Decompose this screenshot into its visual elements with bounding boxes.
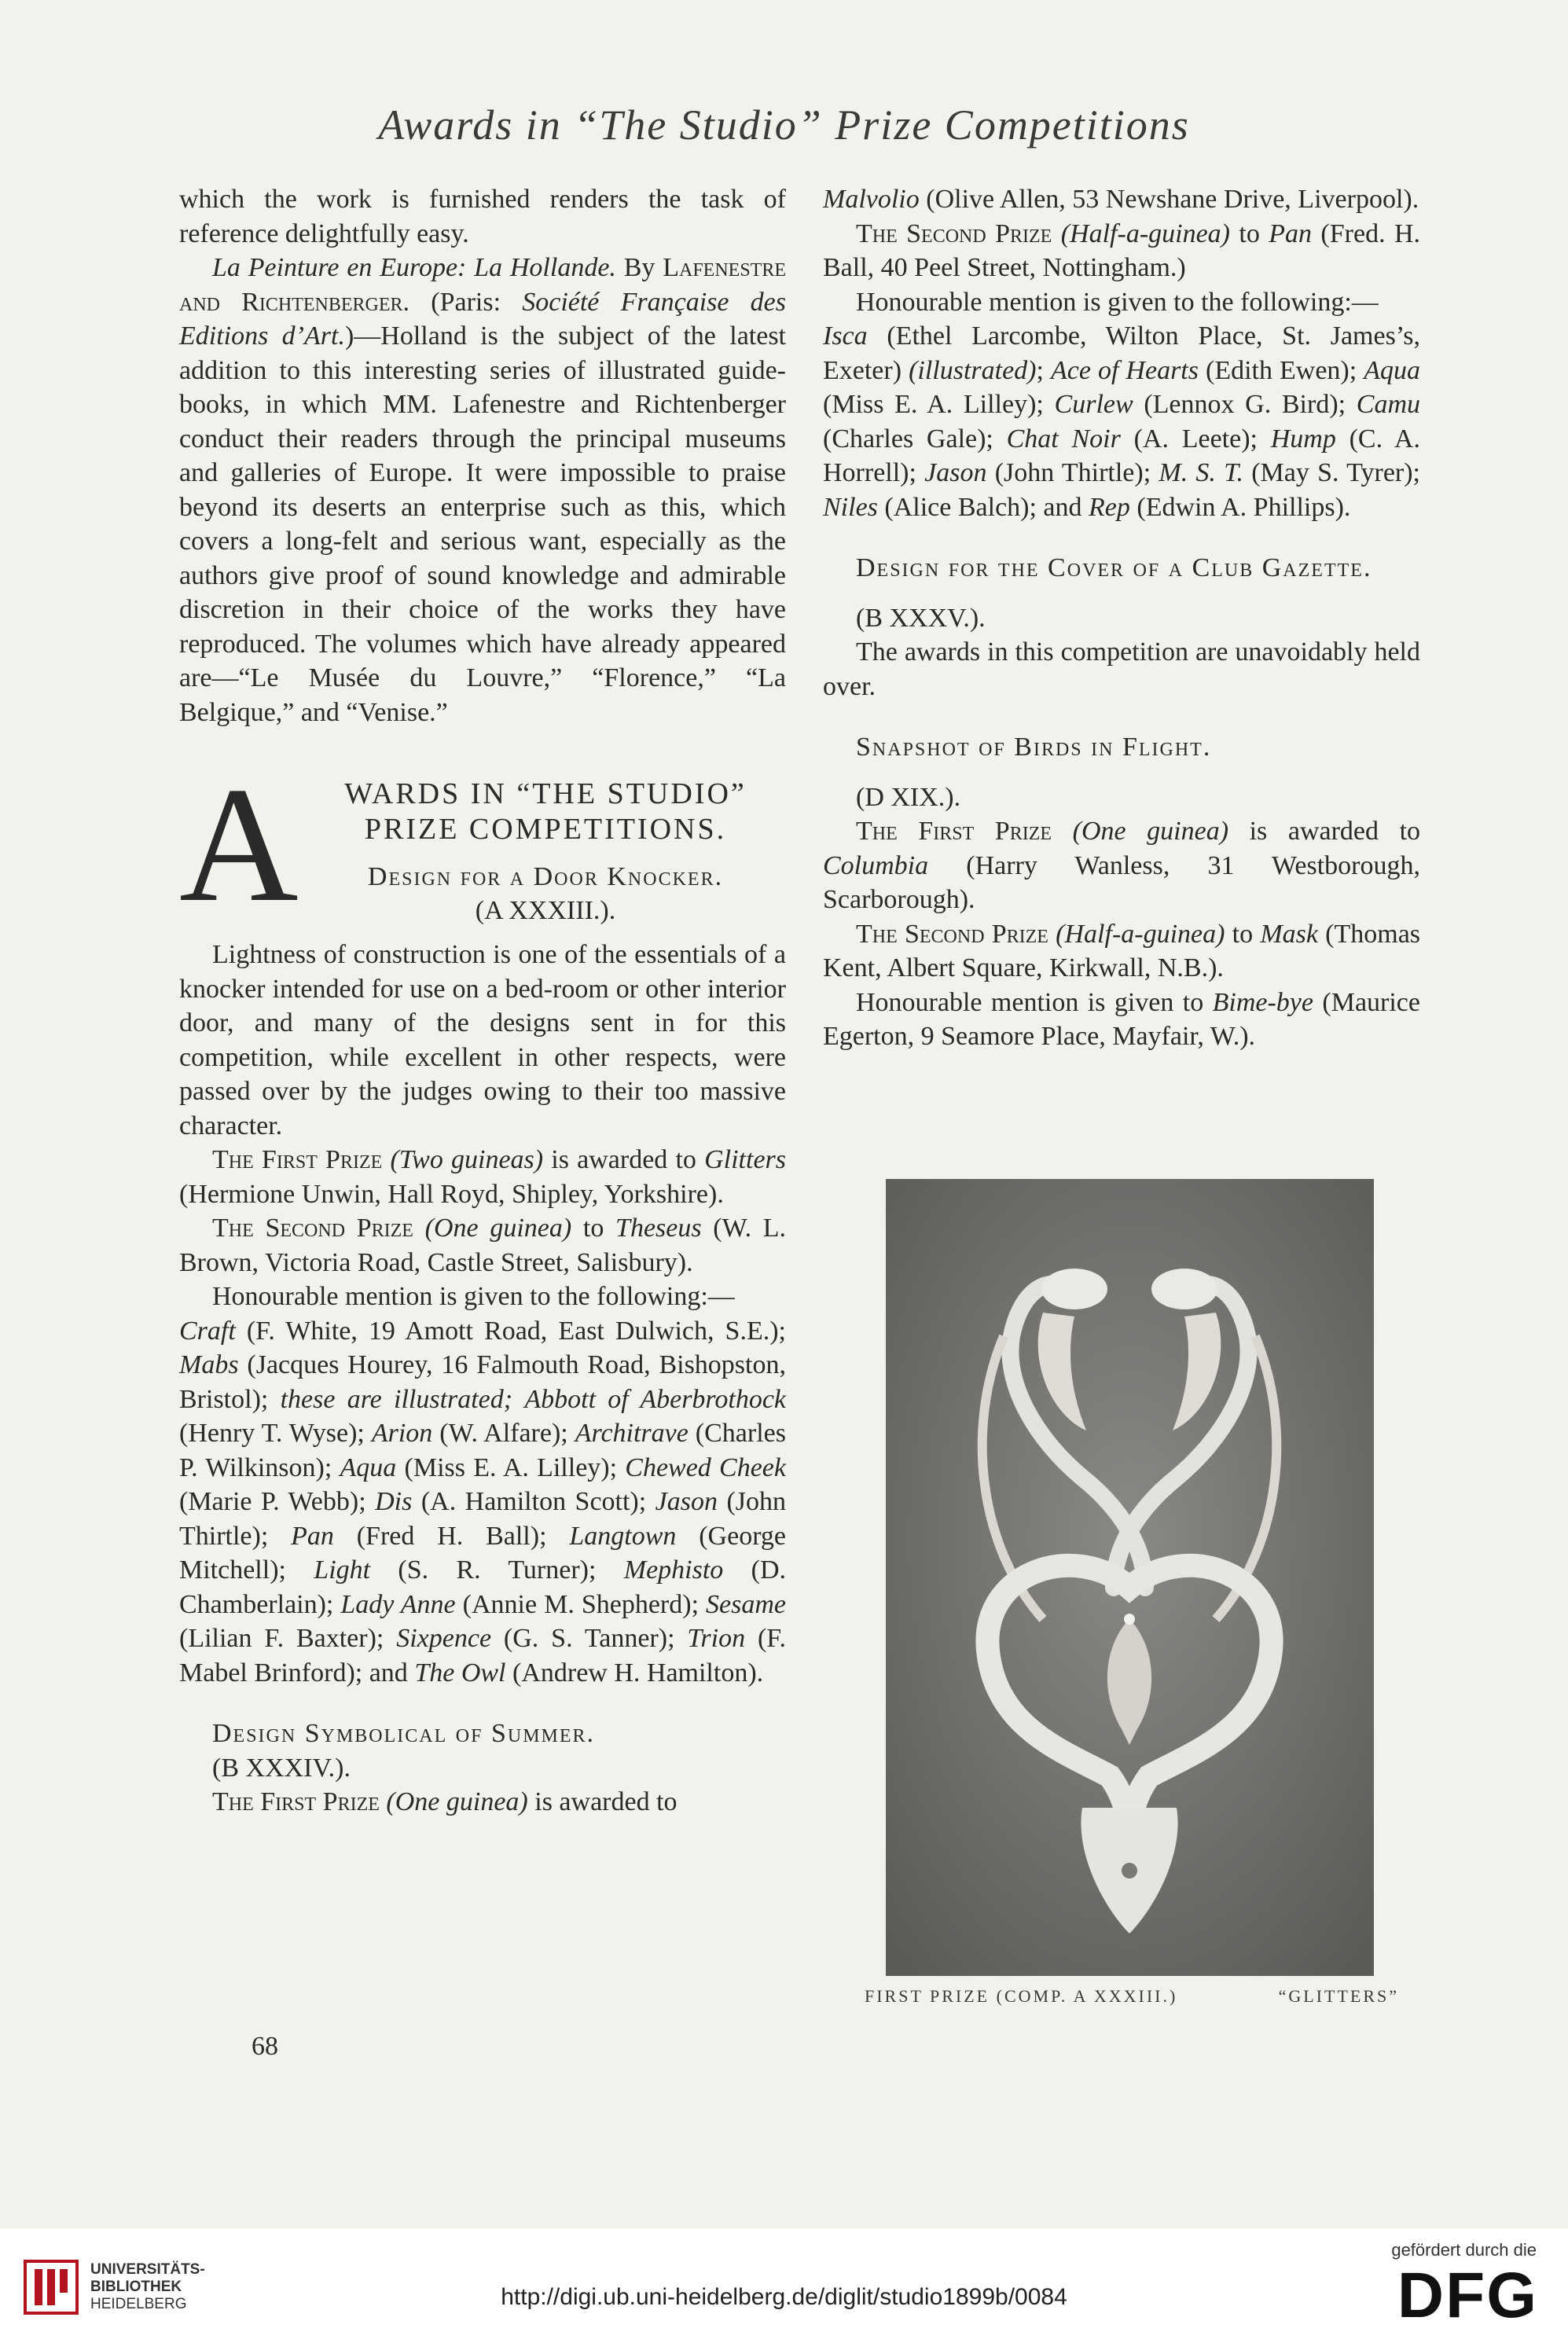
entry-detail: (Edith Ewen); (1198, 355, 1364, 385)
entry-detail: (Ethel Larcombe, Wilton Place, St. James’s, Exeter) (823, 321, 1420, 385)
entry-name: Light (314, 1555, 371, 1585)
competition-ref-d19: (D XIX.). (856, 782, 961, 812)
entry-name: The Owl (414, 1658, 506, 1687)
entry-name: Arion (371, 1419, 433, 1448)
entry-detail: (W. Alfare); (432, 1419, 575, 1448)
entry-name: Dis (375, 1487, 413, 1516)
entry-detail: (A. Leete); (1120, 424, 1271, 454)
funding-note: gefördert durch die (1391, 2240, 1537, 2260)
entry-name: Lady Anne (340, 1589, 456, 1619)
dfg-logo: DFG (1397, 2260, 1538, 2331)
library-name: UNIVERSITÄTS- BIBLIOTHEK HEIDELBERG (90, 2261, 205, 2312)
entry-detail: (John Thirtle); (179, 1487, 786, 1551)
entry-name: Camu (1356, 390, 1420, 419)
review-authors: Lafenestre and Richtenberger. (179, 253, 787, 317)
entry-name: Mabs (179, 1350, 239, 1379)
entry-name: Rep (1089, 492, 1130, 522)
entry-name: Chewed Cheek (625, 1452, 786, 1482)
d19-honourable: Honourable mention is given to Bime-bye (Maurice Egerton, 9 Seamore Place, Mayfair, W.). (823, 987, 1420, 1051)
entry-detail: (F. Mabel Brinford); and (179, 1624, 786, 1687)
d19-second-prize: The Second Prize (Half-a-guinea) to Mask (Thomas Kent, Albert Square, Kirkwall, N.B.). (823, 919, 1421, 982)
caption-label: FIRST PRIZE (COMP. A XXXIII.) (865, 1986, 1178, 2006)
entry-detail: (G. S. Tanner); (491, 1624, 688, 1653)
entry-detail: (Annie M. Shepherd); (455, 1589, 707, 1619)
entry-name: (illustrated) (909, 355, 1037, 385)
entry-name: Abbott of Aberbrothock (524, 1384, 787, 1414)
entry-name: Isca (823, 321, 868, 351)
entry-name: these are illustrated; (280, 1384, 513, 1414)
entry-name: Architrave (575, 1419, 689, 1448)
review-paragraph: La Peinture en Europe: La Hollande. By Lafenestre and Richtenberger. (Paris: Société Française des Editions d’Art.)—Holland is the subject of the latest addition to this interesting series of illustrated guide-books, in which MM. Lafenestre and Richtenberger conduct their readers through the principal museums and galleries of Europe. It were impossible to praise beyond its deserts an enterprise such as this, which covers a long-felt and serious want, especially as the authors give proof of sound knowledge and admirable discretion in their choice of the works they have reproduced. The volumes which have already appeared are—“Le Musée du Louvre,” “Florence,” “La Belgique,” and “Venise.” (179, 253, 787, 727)
entry-detail: (Andrew H. Hamilton). (505, 1658, 764, 1687)
permalink[interactable]: http://digi.ub.uni-heidelberg.de/diglit/studio1899b/0084 (501, 2284, 1067, 2310)
honourable-intro: Honourable mention is given to the following:— (856, 287, 1379, 317)
entry-detail: (Marie P. Webb); (179, 1487, 376, 1516)
honourable-intro: Honourable mention is given to the following:— (212, 1282, 735, 1311)
entry-name: Curlew (1054, 390, 1133, 419)
competition-ref-b35: (B XXXV.). (856, 603, 986, 633)
review-publisher: Société Française des Editions d’Art. (179, 287, 786, 351)
entry-name: Jason (924, 458, 987, 487)
winner-name: Theseus (615, 1214, 702, 1243)
entry-detail: (C. A. Horrell); (823, 424, 1420, 487)
design2-first-prize: The First Prize (One guinea) is awarded to (212, 1787, 678, 1816)
page-number: 68 (252, 2032, 278, 2061)
running-head: Awards in “The Studio” Prize Competitions (378, 101, 1190, 149)
entry-name: Aqua (1364, 355, 1420, 385)
honourable-mentions-list (823, 319, 1420, 524)
caption-title: “GLITTERS” (1278, 1986, 1399, 2006)
entry-detail: (George Mitchell); (179, 1521, 786, 1585)
first-prize-paragraph: The First Prize (Two guineas) is awarded to Glitters (Hermione Unwin, Hall Royd, Shipley, Yorkshire). (179, 1145, 787, 1209)
entry-detail: (F. White, 19 Amott Road, East Dulwich, S.E.); (235, 1316, 786, 1346)
entry-name: Ace of Hearts (1050, 355, 1199, 385)
entry-detail: (Charles P. Wilkinson); (179, 1419, 786, 1482)
entry-detail: (Miss E. A. Lilley); (823, 390, 1055, 419)
door-knocker-illustration (886, 1179, 1374, 1976)
entry-detail: (Lennox G. Bird); (1133, 390, 1357, 419)
competition-heading-a33: Design for a Door Knocker. (A XXXIII.). (367, 862, 724, 925)
entry-detail: (Edwin A. Phillips). (1129, 492, 1351, 522)
entry-detail: (A. Hamilton Scott); (412, 1487, 655, 1516)
entry-name: Craft (179, 1316, 236, 1346)
door-knocker-drawing (886, 1179, 1374, 1976)
held-over-paragraph: The awards in this competition are unavoidably held over. (823, 637, 1420, 701)
drop-cap: A (179, 754, 299, 936)
entry-detail: (Jacques Hourey, 16 Falmouth Road, Bishopston, Bristol); (179, 1350, 786, 1414)
entry-name: Aqua (340, 1452, 397, 1482)
entry-name: Mephisto (623, 1555, 724, 1585)
second-prize-paragraph: The Second Prize (One guinea) to Theseus (W. L. Brown, Victoria Road, Castle Street, Salisbury). (179, 1214, 787, 1277)
honourable-mentions-list (179, 1314, 786, 1691)
entry-detail: (May S. Tyrer); (1243, 458, 1420, 487)
entry-name: Langtown (569, 1521, 677, 1551)
entry-name: Sesame (706, 1589, 786, 1619)
entry-detail: (John Thirtle); (986, 458, 1159, 487)
entry-name: Niles (823, 492, 878, 522)
review-body: )—Holland is the subject of the latest addition to this interesting series of illustrated guide-books, in which MM. Lafenestre and Richtenberger conduct their readers through the principal museums and galleries of Europe. It were impossible to praise beyond its deserts an enterprise such as this, which covers a long-felt and serious want, especially as the authors give proof of sound knowledge and admirable discretion in their choice of the works they have reproduced. The volumes which have already appeared are—“Le Musée du Louvre,” “Florence,” “La Belgique,” and “Venise.” (179, 321, 786, 727)
entry-detail: (Alice Balch); and (877, 492, 1089, 522)
entry-detail: (Charles Gale); (823, 424, 1007, 454)
entry-detail: (Fred H. Ball); (333, 1521, 570, 1551)
entry-detail: (Miss E. A. Lilley); (396, 1452, 626, 1482)
competition-heading-b35: Design for the Cover of a Club Gazette. (856, 553, 1372, 582)
competition-ref-b34: (B XXXIV.). (212, 1753, 351, 1783)
review-title: La Peinture en Europe: La Hollande. (212, 253, 616, 282)
section-heading-awards (179, 754, 786, 938)
entry-name: Chat Noir (1006, 424, 1121, 454)
competition-heading-d19: Snapshot of Birds in Flight. (856, 733, 1212, 762)
entry-name: Jason (655, 1487, 718, 1516)
right-column (823, 182, 1420, 1054)
entry-detail: (S. R. Turner); (370, 1555, 624, 1585)
figure-caption (865, 1986, 1399, 2007)
entry-name: M. S. T. (1159, 458, 1244, 487)
entry-name: Hump (1270, 424, 1336, 454)
awards-title: WARDS IN “THE STUDIO” PRIZE COMPETITIONS. (344, 777, 747, 846)
entry-detail: (Lilian F. Baxter); (179, 1624, 397, 1653)
continuation-paragraph: Malvolio (Olive Allen, 53 Newshane Drive, Liverpool). (823, 185, 1419, 214)
competition-intro: Lightness of construction is one of the essentials of a knocker intended for use on a bed-room or other interior door, and many of the designs sent in for this competition, while excellent in other respects, were passed over by the judges owing to their too massive character. (179, 940, 786, 1140)
entry-name: Sixpence (396, 1624, 492, 1653)
entry-name: Trion (687, 1624, 746, 1653)
second-prize-paragraph: The Second Prize (Half-a-guinea) to Pan (Fred. H. Ball, 40 Peel Street, Nottingham.) (823, 219, 1421, 282)
entry-name: Pan (291, 1521, 334, 1551)
entry-detail: (Henry T. Wyse); (179, 1419, 372, 1448)
entry-detail (512, 1385, 524, 1414)
d19-first-prize: The First Prize (One guinea) is awarded to Columbia (Harry Wanless, 31 Westborough, Scarborough). (823, 817, 1421, 914)
continuation-paragraph: which the work is furnished renders the task of reference delightfully easy. (179, 185, 786, 248)
competition-heading-b34: Design Symbolical of Summer. (212, 1719, 596, 1748)
left-column (179, 182, 786, 1820)
entry-detail: (D. Chamberlain); (179, 1555, 787, 1619)
entry-detail: ; (1036, 355, 1051, 385)
winner-name: Glitters (704, 1145, 787, 1174)
